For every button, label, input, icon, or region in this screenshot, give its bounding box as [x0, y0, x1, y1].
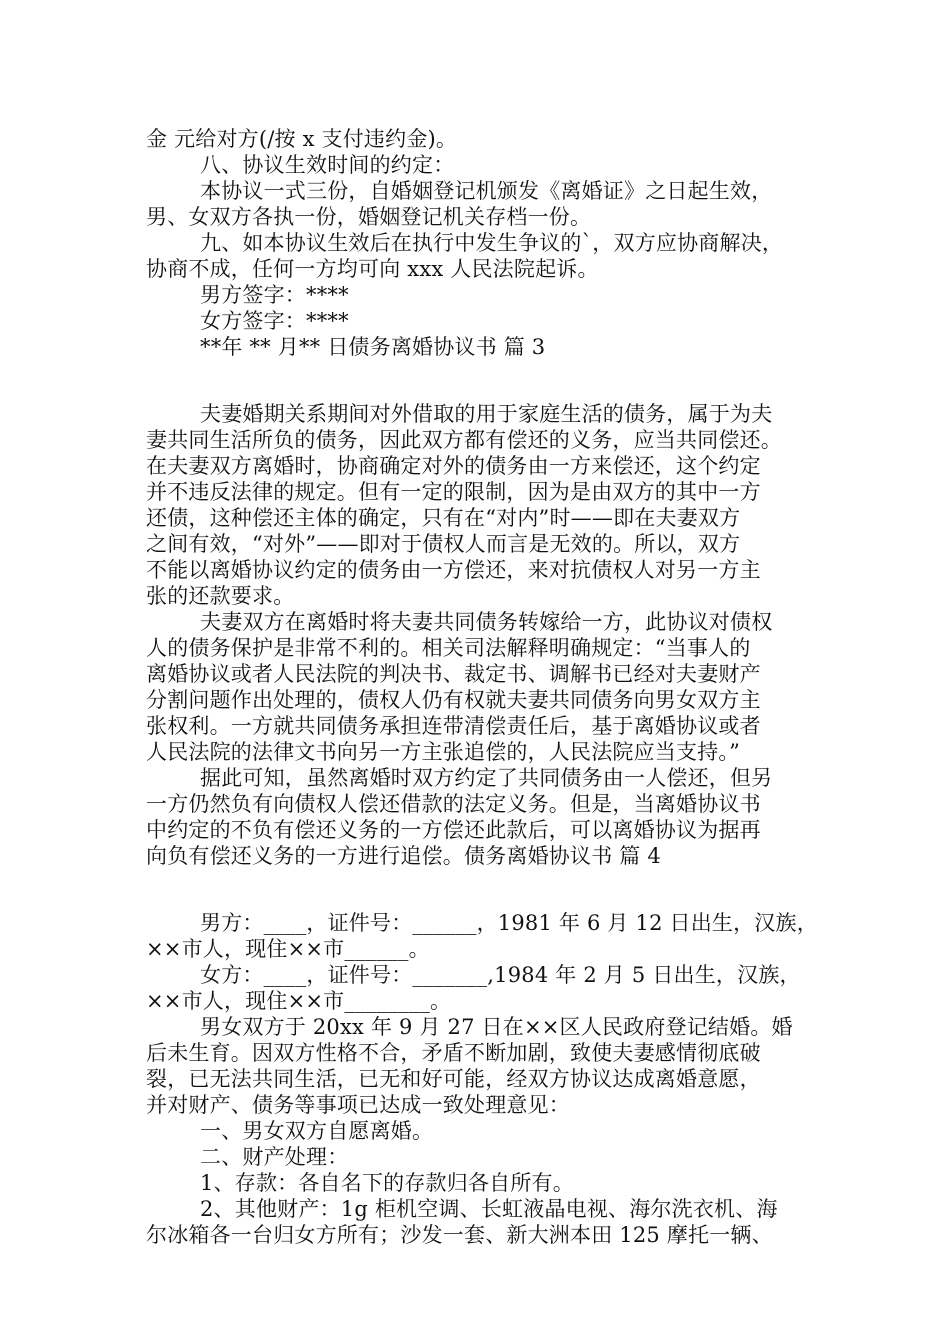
- text-line: 张权利。一方就共同债务承担连带清偿责任后，基于离婚协议或者: [146, 714, 761, 738]
- section-heading: 一、男女双方自愿离婚。: [200, 1119, 434, 1143]
- text-line: 裂，已无法共同生活，已无和好可能，经双方协议达成离婚意愿，: [146, 1067, 761, 1091]
- text-line: 男方：____，证件号：______，1981 年 6 月 12 日出生，汉族，: [200, 911, 818, 935]
- text-line: ××市人，现住××市________。: [146, 989, 452, 1013]
- text-line: 夫妻婚期关系期间对外借取的用于家庭生活的债务，属于为夫: [200, 402, 773, 426]
- text-line: 不能以离婚协议约定的债务由一方偿还，来对抗债权人对另一方主: [146, 558, 761, 582]
- section-heading: 八、协议生效时间的约定：: [200, 153, 455, 177]
- text-line: 离婚协议或者人民法院的判决书、裁定书、调解书已经对夫妻财产: [146, 662, 761, 686]
- text-line: 人的债务保护是非常不利的。相关司法解释明确规定：“当事人的: [146, 636, 751, 660]
- text-line: 尔冰箱各一台归女方所有；沙发一套、新大洲本田 125 摩托一辆、: [146, 1223, 773, 1247]
- text-line: 还债，这种偿还主体的确定，只有在“对内”时——即在夫妻双方: [146, 506, 741, 530]
- text-line: 据此可知，虽然离婚时双方约定了共同债务由一人偿还，但另: [200, 766, 773, 790]
- text-line: 张的还款要求。: [146, 584, 295, 608]
- text-line: 人民法院的法律文书向另一方主张追偿的，人民法院应当支持。”: [146, 740, 741, 764]
- text-line: 妻共同生活所负的债务，因此双方都有偿还的义务，应当共同偿还。: [146, 428, 782, 452]
- text-line: 之间有效，“对外”——即对于债权人而言是无效的。所以，双方: [146, 532, 741, 556]
- text-line: 九、如本协议生效后在执行中发生争议的`，双方应协商解决，: [200, 231, 784, 255]
- text-line: 并不违反法律的规定。但有一定的限制，因为是由双方的其中一方: [146, 480, 761, 504]
- section-heading: 二、财产处理：: [200, 1145, 349, 1169]
- text-line: 1、存款：各自名下的存款归各自所有。: [200, 1171, 574, 1195]
- text-line: 2、其他财产：1g 柜机空调、长虹液晶电视、海尔洗衣机、海: [200, 1197, 778, 1221]
- section-title: **年 ** 月** 日债务离婚协议书 篇 3: [200, 335, 546, 359]
- text-line: 后未生育。因双方性格不合，矛盾不断加剧，致使夫妻感情彻底破: [146, 1041, 761, 1065]
- text-line: 在夫妻双方离婚时，协商确定对外的债务由一方来偿还，这个约定: [146, 454, 761, 478]
- text-line: 协商不成，任何一方均可向 xxx 人民法院起诉。: [146, 257, 599, 281]
- text-line: 并对财产、债务等事项已达成一致处理意见：: [146, 1093, 570, 1117]
- text-line: 男女双方于 20xx 年 9 月 27 日在××区人民政府登记结婚。婚: [200, 1015, 793, 1039]
- text-line: 本协议一式三份，自婚姻登记机颁发《离婚证》之日起生效，: [200, 179, 773, 203]
- text-line: 夫妻双方在离婚时将夫妻共同债务转嫁给一方，此协议对债权: [200, 610, 773, 634]
- text-line: 男、女双方各执一份，婚姻登记机关存档一份。: [146, 205, 592, 229]
- text-line: 分割问题作出处理的，债权人仍有权就夫妻共同债务向男女双方主: [146, 688, 761, 712]
- text-line: ××市人，现住××市______。: [146, 937, 430, 961]
- signature-line: 男方签字：****: [200, 283, 349, 307]
- text-line: 中约定的不负有偿还义务的一方偿还此款后，可以离婚协议为据再: [146, 818, 761, 842]
- text-line: 金 元给对方(/按 x 支付违约金)。: [146, 127, 458, 151]
- text-line: 一方仍然负有向债权人偿还借款的法定义务。但是，当离婚协议书: [146, 792, 761, 816]
- section-title: 向负有偿还义务的一方进行追偿。债务离婚协议书 篇 4: [146, 844, 661, 868]
- text-line: 女方：____，证件号：_______,1984 年 2 月 5 日出生，汉族，: [200, 963, 801, 987]
- signature-line: 女方签字：****: [200, 309, 349, 333]
